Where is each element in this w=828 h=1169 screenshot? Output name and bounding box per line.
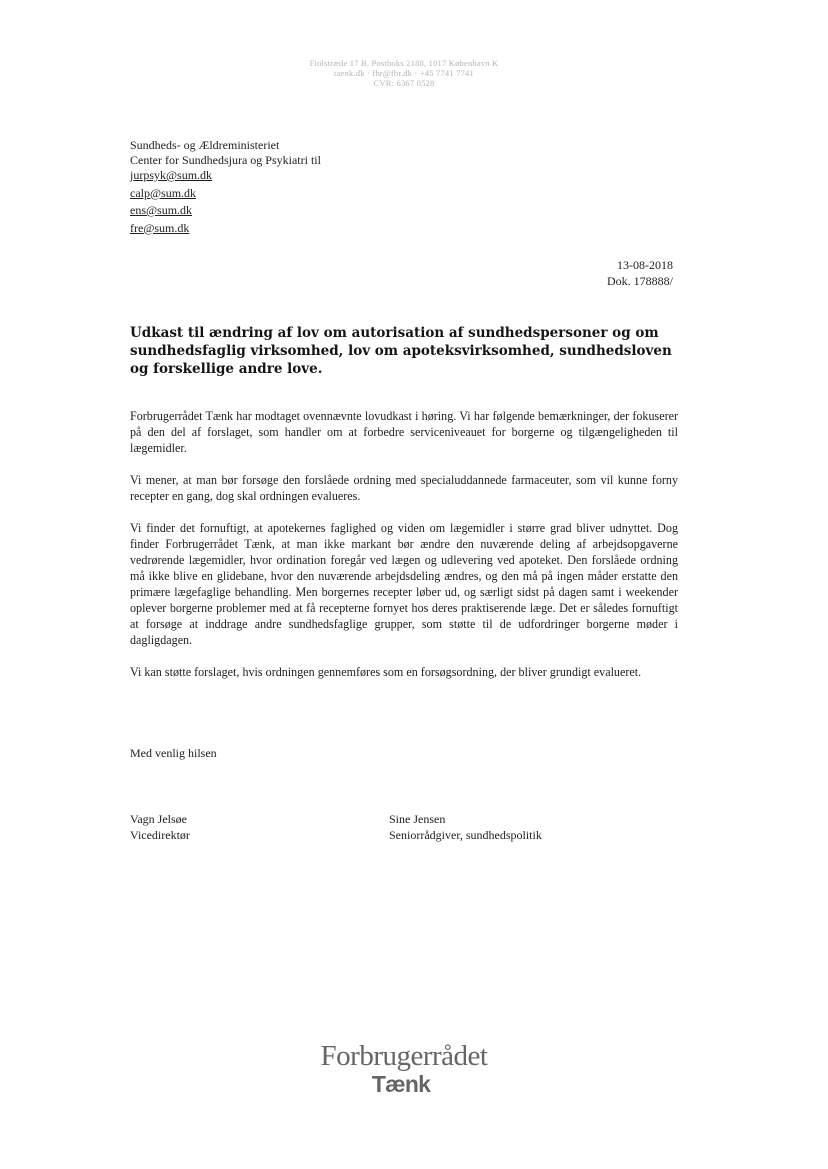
signature-right <box>389 811 542 843</box>
sender-contact: taenk.dk · fbr@fbr.dk · +45 7741 7741 <box>334 68 474 78</box>
email-link-ens[interactable]: ens@sum.dk <box>130 203 193 217</box>
signature-left <box>130 811 190 843</box>
sender-address: Fiolstræde 17 B, Postboks 2188, 1017 København K <box>309 58 499 68</box>
letter-date: 13-08-2018 <box>617 258 673 272</box>
sender-address-block <box>0 58 808 88</box>
email-link-calp[interactable]: calp@sum.dk <box>130 185 197 200</box>
body-paragraph-3: Vi finder det fornuftigt, at apotekernes faglighed og viden om lægemidler i større grad bliver udnyttet. Dog finder Forbrugerrådet Tænk, at man ikke markant bør ændre den nuværende deling af arbejdsopgaverne vedrørende lægemidler, hvor ordination foregår ved lægen og udlevering ved apoteket. Den forslåede ordning må ikke blive en glidebane, hvor den nuværende arbejdsdeling ændres, og den må på ingen måder erstatte den primære lægefaglige behandling. Men borgernes recepter løber ud, og særligt sidst på dagen samt i weekender oplever borgerne problemer med at få recepterne fornyet hos deres praktiserende læge. Det er således fornuftigt at forsøge at inddrage andre sundhedsfaglige grupper, som støtte til de udfordringer borgerne møder i dagligdagen. <box>130 521 678 647</box>
letter-subject: Udkast til ændring af lov om autorisation af sundhedspersoner og om sundhedsfaglig virksomhed, lov om apoteksvirksomhed, sundhedsloven og forskellige andre love. <box>130 325 672 377</box>
recipient-email-list <box>130 167 212 237</box>
logo-wordmark-line2: Tænk <box>371 1071 431 1097</box>
email-link-jurpsyk[interactable]: jurpsyk@sum.dk <box>130 168 213 182</box>
logo-wordmark-line1: Forbrugerrådet <box>320 1040 488 1072</box>
recipient-ministry: Sundheds- og Ældreministeriet <box>130 138 280 152</box>
recipient-block <box>130 138 321 168</box>
document-number: Dok. 178888/ <box>607 274 673 288</box>
letter-meta <box>607 257 673 289</box>
body-paragraph-4: Vi kan støtte forslaget, hvis ordningen gennemføres som en forsøgsordning, der bliver grundigt evalueret. <box>130 665 642 679</box>
closing-greeting: Med venlig hilsen <box>130 746 217 760</box>
body-paragraph-1: Forbrugerrådet Tænk har modtaget ovennævnte lovudkast i høring. Vi har følgende bemærkninger, der fokuserer på den del af forslaget, som handler om at forbedre serviceniveauet for borgerne og tilgængeligheden til lægemidler. <box>130 409 678 455</box>
signatory-title: Vicedirektør <box>130 828 190 842</box>
recipient-department: Center for Sundhedsjura og Psykiatri til <box>130 153 321 167</box>
sender-cvr: CVR: 6367 0528 <box>373 78 435 88</box>
signatory-name: Vagn Jelsøe <box>130 812 187 826</box>
signatory-title: Seniorrådgiver, sundhedspolitik <box>389 828 542 842</box>
body-paragraph-2: Vi mener, at man bør forsøge den forslåede ordning med specialuddannede farmaceuter, som vil kunne forny recepter en gang, dog skal ordningen evalueres. <box>130 473 678 503</box>
email-link-fre[interactable]: fre@sum.dk <box>130 220 190 235</box>
organization-logo <box>0 1040 808 1096</box>
signatory-name: Sine Jensen <box>389 812 446 826</box>
letter-body <box>130 408 678 696</box>
